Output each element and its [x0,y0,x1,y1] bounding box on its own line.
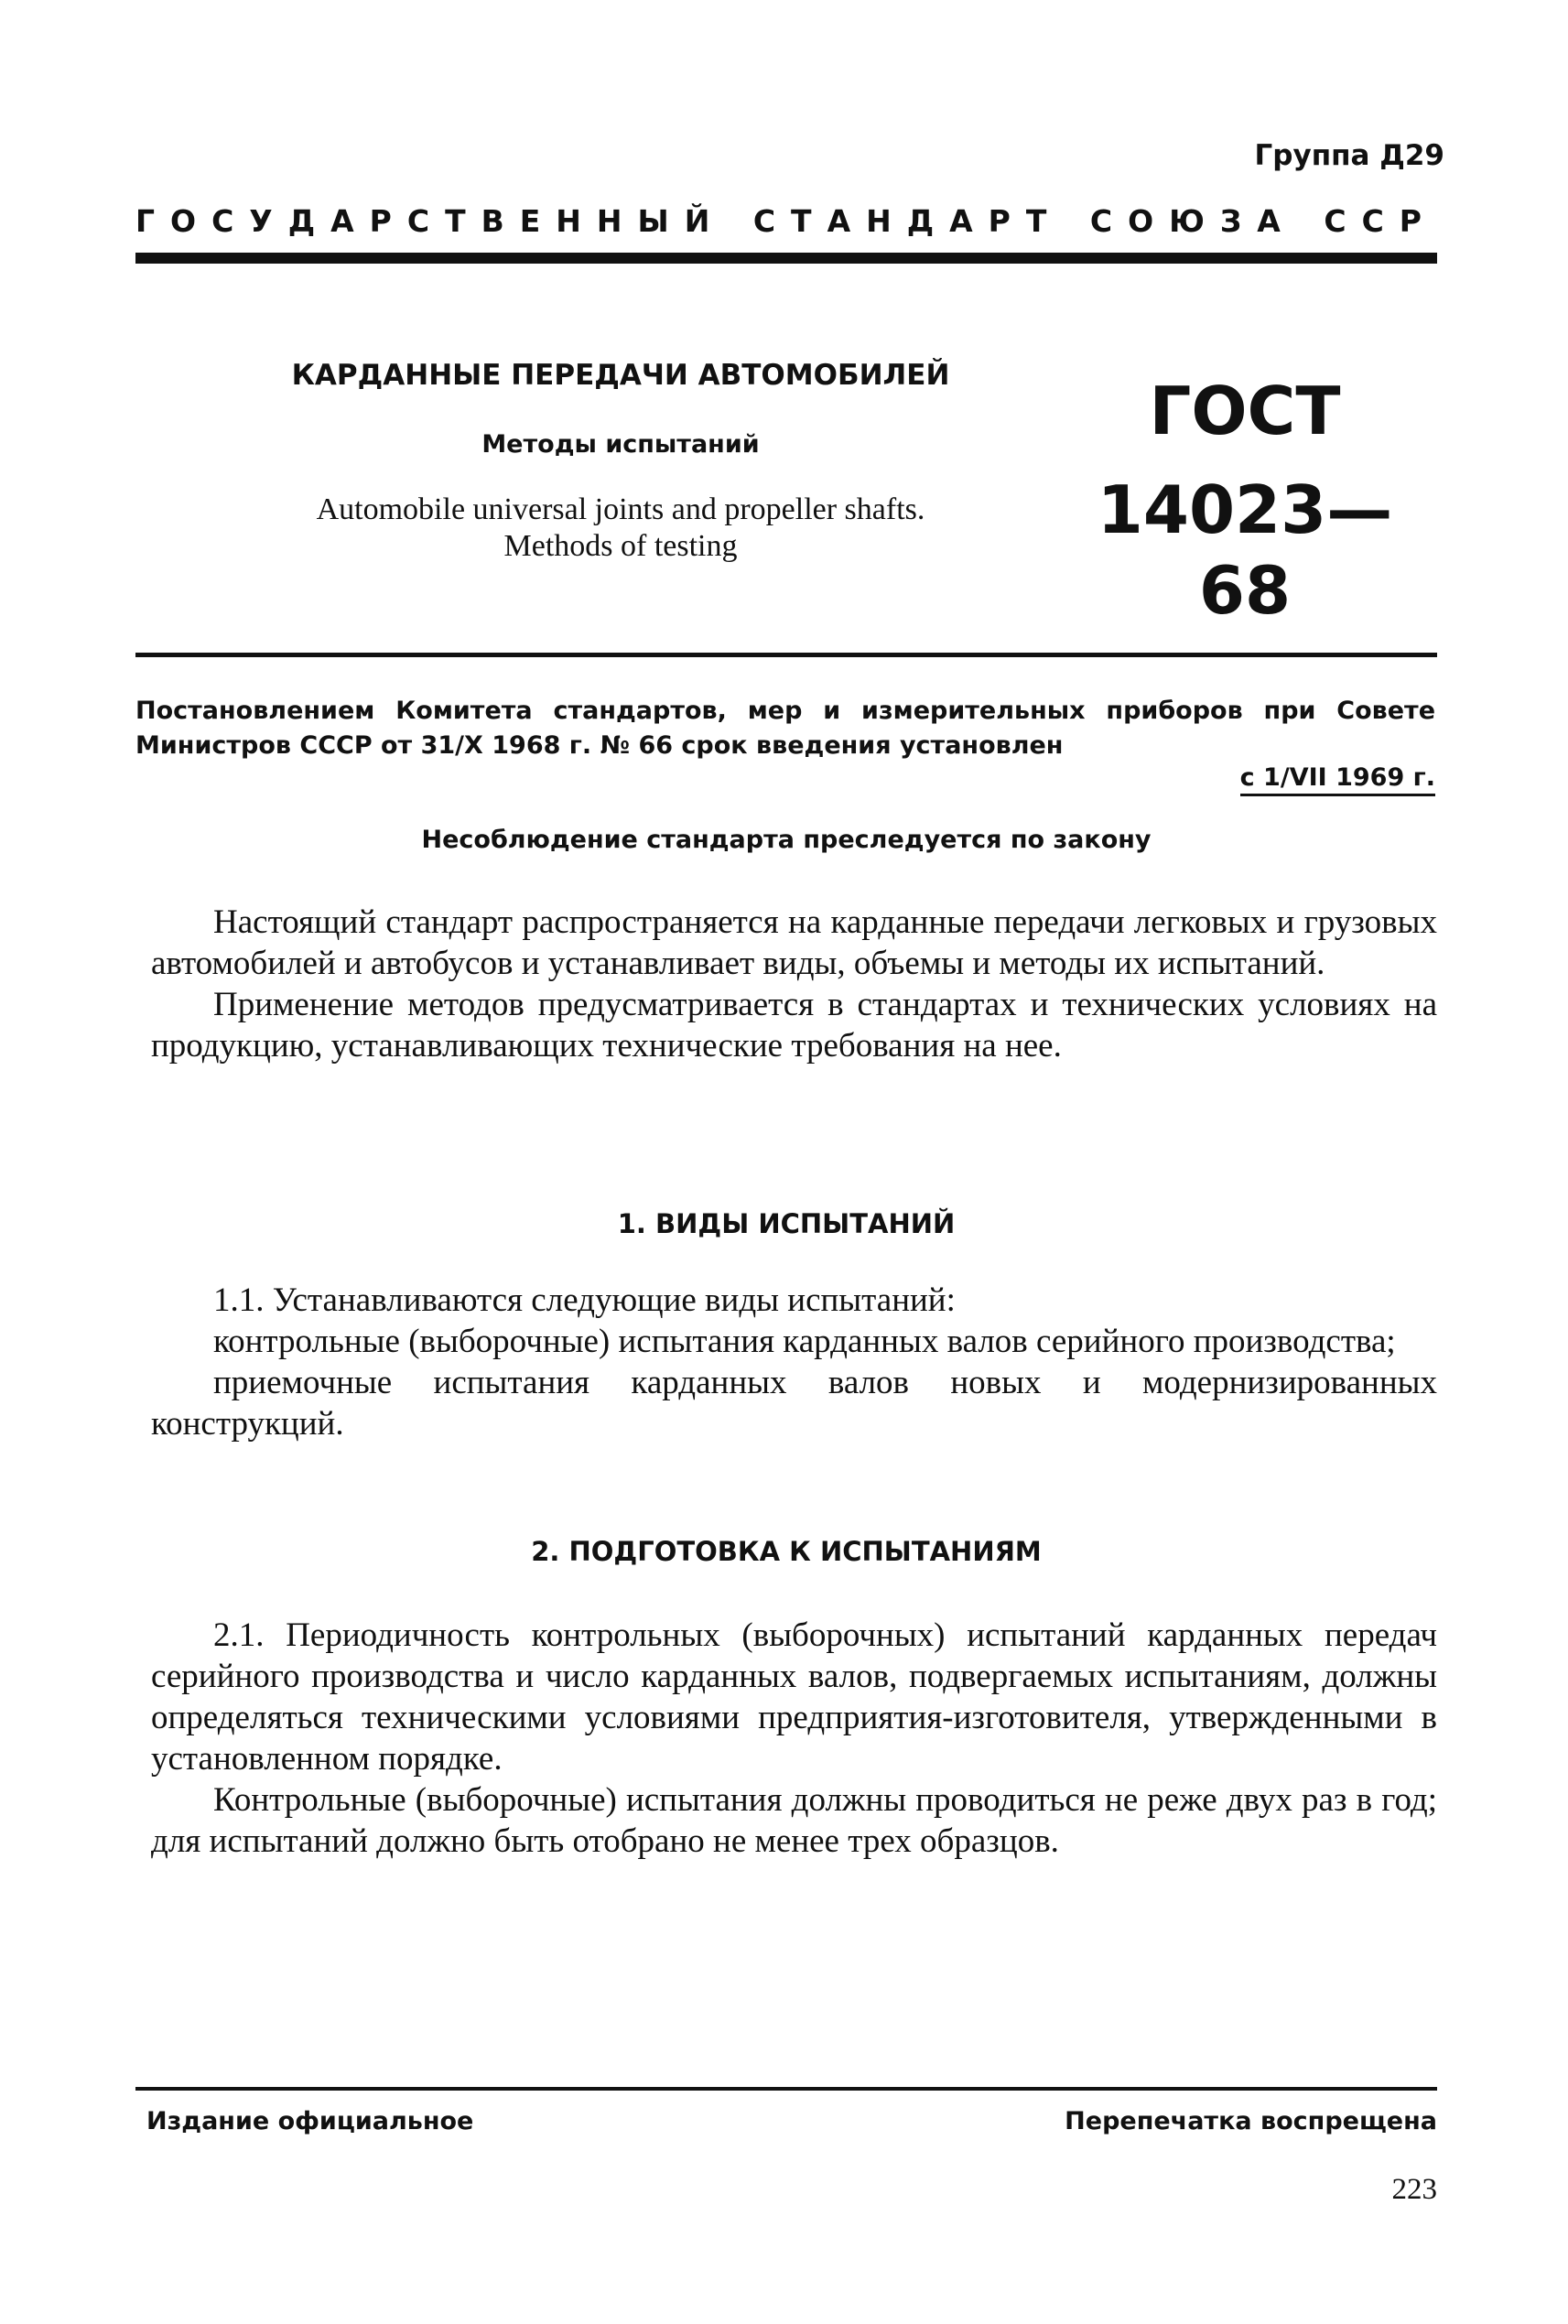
title-en [227,492,1014,565]
paragraph: 2.1. Периодичность контрольных (выборочных) испытаний карданных передач серийного производства и число карданных валов, подвергаемых испытаниям, должны определяться техническими условиями предприятия-изготовителя, утвержденными в установленном порядке. [151,1616,1437,1778]
paragraph: Применение методов предусматривается в стандартах и технических условиях на продукцию, устанавливающих технические требования на нее. [151,986,1437,1065]
gost-number: 14023—68 [1097,471,1393,629]
header-rule [135,253,1437,264]
title-ru: КАРДАННЫЕ ПЕРЕДАЧИ АВТОМОБИЛЕЙ [291,359,950,392]
decree-date: с 1/VII 1969 г. [1240,763,1435,796]
paragraph: Настоящий стандарт распространяется на карданные передачи легковых и грузовых автомобилей и автобусов и устанавливает виды, объемы и методы их испытаний. [151,903,1437,982]
section-1-body [151,1280,1437,1444]
decree-date-wrap [135,763,1435,796]
paragraph: приемочные испытания карданных валов новых и модернизированных конструкций. [151,1364,1437,1443]
section-rule [135,653,1437,657]
state-standard-banner [135,203,1437,239]
paragraph: 1.1. Устанавливаются следующие виды испытаний: [213,1281,956,1319]
page-number: 223 [1391,2173,1437,2206]
footer-rule [135,2087,1437,2091]
subtitle-ru: Методы испытаний [481,430,760,459]
paragraph: Контрольные (выборочные) испытания должны проводиться не реже двух раз в год; для испытаний должно быть отобрано не менее трех образцов. [151,1781,1437,1860]
banner-word: ССР [1324,203,1437,239]
section-heading: 2. ПОДГОТОВКА К ИСПЫТАНИЯМ [531,1536,1042,1567]
gost-block [1066,371,1423,631]
section-2-body [151,1615,1437,1862]
title-en-line: Methods of testing [503,529,738,563]
banner-word: ГОСУДАРСТВЕННЫЙ [135,203,726,239]
section-heading: 1. ВИДЫ ИСПЫТАНИЙ [617,1208,956,1239]
official-edition-label: Издание официальное [146,2107,474,2135]
reprint-prohibited-label: Перепечатка воспрещена [1065,2107,1437,2135]
paragraph: контрольные (выборочные) испытания карданных валов серийного производства; [213,1323,1396,1360]
gost-label: ГОСТ [1149,373,1341,449]
banner-word: СОЮЗА [1089,203,1296,239]
law-notice: Несоблюдение стандарта преследуется по закону [421,826,1152,854]
intro-section [151,902,1437,1066]
group-code: Группа Д29 [1254,139,1444,172]
banner-word: СТАНДАРТ [752,203,1063,239]
title-block [227,359,1014,565]
decree-text: Постановлением Комитета стандартов, мер и измерительных приборов при Совете Министров СССР от 31/X 1968 г. № 66 срок введения установлен [135,697,1435,760]
title-en-line: Automobile universal joints and propeller shafts. [316,492,925,526]
